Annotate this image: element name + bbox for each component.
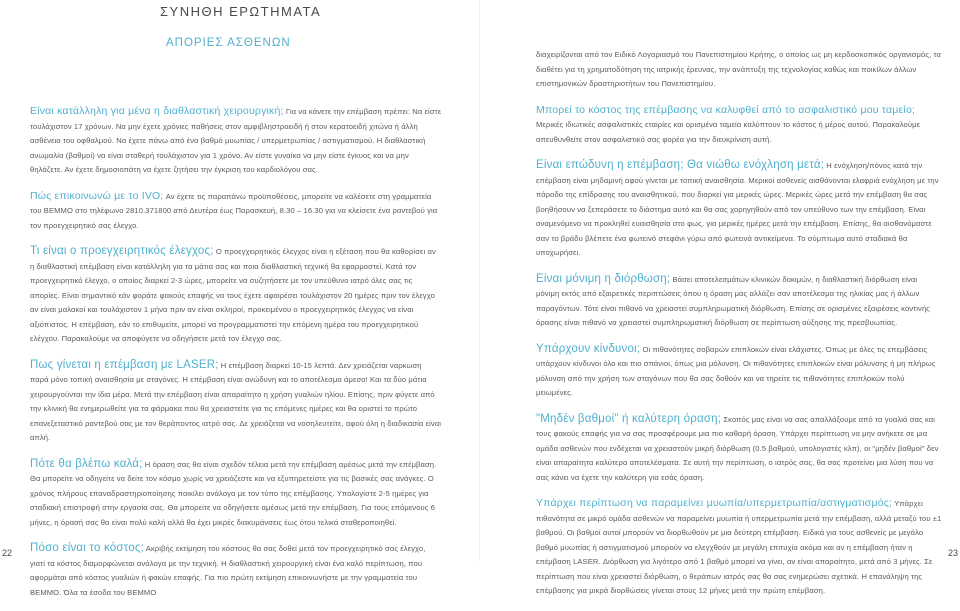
faq-insurance: [536, 103, 942, 148]
faq-pain-body: Η ενόχληση/πόνος κατά την επέμβαση είναι μηδαμινή αφού γίνεται με τοπική αναισθησία. Μερικοί ασθενείς αισθάνονται ελαφριά ενόχληση με την πάροδο της επίδρασης του αναισθητικού, που διαρκεί για μερικές ώρες. Μερικές ώρες μετά την επέμβαση θα σας βοηθήσουν να ξεπεράσετε το διάστημα αυτό και θα σας χορηγηθούν από τον υπεύθυνο των την επέμβαση. Είναι αναμενόμενο να προκληθεί ευαισθησία στο φως, για μερικές ημέρες μετά την επέμβαση. Επίσης, θα αισθανόμαστε σαν το βράδυ βλέπετε ένα φωτεινό στεφάνι γύρω από φωτεινά αντικείμενα. Το σύμπτωμα αυτό σταδιακά θα υποχωρήσει.: [536, 161, 939, 257]
faq-preop-exam-heading: Τι είναι ο προεγχειρητικός έλεγχος;: [30, 245, 214, 257]
faq-recovery-body: Η όραση σας θα είναι σχεδόν τέλεια μετά την επέμβαση αμέσως μετά την επέμβαση. Θα μπορείτε να οδηγείτε να δείτε τον κόσμο χωρίς να χρειάζεστε και να εξυπηρετείστε για τις βασικές σας ανάγκες. Ο χρόνος πλήρους επαναδραστηριοποίησης ποικίλει ανάλογα με τον τύπο της επέμβασης. Υπολογίστε 2-5 ημέρες για σταδιακή επιστροφή στην εργασία σας. Θα μπορείτε να οδηγήσετε αμέσως μετά την επέμβαση. Για τους επόμενους 6 μήνες, η όρασή σας θα είναι πολύ καλή αλλά θα έχει μικρές διακυμάνσεις έως ότου τελικά σταθεροποιηθεί.: [30, 459, 437, 527]
faq-residual-error: [536, 496, 942, 599]
faq-zero-degrees-body: Σκοπός μας είναι να σας απαλλάξουμε από τα γυαλιά σας και τους φακούς επαφής για να σας προσφέρουμε μια πιο καθαρή όραση. Υπάρχει περίπτωση να μην ανήκετε σε μια ομάδα ασθενών που ενδέχεται να χρειαστούν μικρή διόρθωση (0.5 βαθμού, υπολογιστές κλπ), οι "μηδέν βαθμοί" δεν είναι απαραίτητα καλύτερα αποτελέσματα. Σε αυτή την περίπτωση, ο ιατρός σας, θα σας προτείνει μια λύση που να σας κάνει να έχετε την καλύτερη για εσάς όραση.: [536, 414, 939, 482]
faq-suitability-heading: Είναι κατάλληλη για μένα η διαθλαστική χειρουργική;: [30, 105, 284, 117]
faq-cost-body: Ακριβής εκτίμηση του κόστους θα σας δοθεί μετά τον προεγχειρητικό σας έλεγχο, γιατί τα κόστος διαμορφώνεται ανάλογα με την τεχνική. Η διαθλαστική χειρουργική είναι ένα καλό περίπτωση, που αφορμάται από κόστος γυαλιών ή φακών επαφής. Για πιο πρώτη εκτίμηση επικοινωνήστε με την γραμματεία του ΒΕΜΜΟ. Όλα τα έσοδα του ΒΕΜΜΟ: [30, 544, 426, 597]
faq-preop-exam-body: Ο προεγχειρητικός έλεγχος είναι η εξέταση που θα καθορίσει αν η διαθλαστική επέμβαση είναι κατάλληλη για τα μάτια σας και ποια διαθλαστική τεχνική θα εφαρμοστεί. Κατά τον προεγχειρητικό έλεγχο, ο οποίος διαρκεί 2-3 ώρες, μπορείτε να συζητήσετε με τον υπεύθυνο ιατρό όλες σας τις απορίες. Είναι σημαντικό εάν φοράτε φακούς επαφής να τους έχετε αφαιρέσει τουλάχιστον 20 ημέρες πριν τον έλεγχο αν είναι μαλακοί και τουλάχιστον 1 μήνα πριν αν είναι σκληροί, προκειμένου ο προεγχειρητικός έλεγχος να είναι αξιόπιστος. Η επέμβαση, εάν το επιθυμείτε, μπορεί να προγραμματιστεί την επόμενη ημέρα του προεγχειρητικού ελέγχου. Παρακαλούμε να αποφύγετε να οδηγήσετε μετά τον έλεγχο σας.: [30, 247, 436, 343]
faq-zero-degrees-heading: "Μηδέν βαθμοί" ή καλύτερη όραση;: [536, 412, 722, 425]
faq-risks-heading: Υπάρχουν κίνδυνοι;: [536, 342, 641, 355]
section-subtitle: ΑΠΟΡΙΕΣ ΑΣΘΕΝΩΝ: [166, 37, 291, 49]
faq-cost-heading: Πόσο είναι το κόστος;: [30, 542, 145, 554]
faq-contact-body: Αν έχετε τις παραπάνω προϋποθέσεις, μπορείτε να καλέσετε στη γραμματεία του ΒΕΜΜΟ στο τηλέφωνο 2810.371800 από Δευτέρα έως Παρασκευή, 8.30 – 16.30 για να κλείσετε ένα ραντεβού για τον προεγχειρητικό σας έλεγχο.: [30, 191, 438, 230]
faq-contact-heading: Πώς επικοινωνώ με το IVO;: [30, 189, 164, 202]
section-title: ΣΥΝΗΘΗ ΕΡΩΤΗΜΑΤΑ: [160, 4, 322, 19]
faq-residual-error-heading: Υπάρχει περίπτωση να παραμείνει μυωπία/υπερμετρωπία/αστιγματισμός;: [536, 497, 893, 509]
faq-permanence: [536, 272, 942, 331]
faq-laser-procedure-body: Η επέμβαση διαρκεί 10-15 λεπτά. Δεν χρειάζεται ναρκωση παρά μόνο τοπική αναισθησία με σταγόνες. Η επέμβαση είναι ανώδυνη και το αποτέλεσμα άμεσο! Και τα δύο μάτια χειρουργούνται την ίδια μέρα. Μετά την επέμβαση είναι απαραίτητο η χρήση γυαλιών ηλίου. Επίσης, πριν φύγετε από την κλινική θα ενημερωθείτε για τα φάρμακα που θα χρειαστείτε για τις επόμενες ημέρες και θα οριστεί το πρώτο επανεξεταστικό ραντεβού σας με τον θεράποντος ιατρό σας. Δε χρειάζεται να νοσηλευτείτε, αφού όλη η διαδικασία είναι απλή.: [30, 360, 442, 442]
faq-recovery-heading: Πότε θα βλέπω καλά;: [30, 457, 143, 470]
faq-insurance-heading: Μπορεί το κόστος της επέμβασης να καλυφθεί από το ασφαλιστικό μου ταμείο;: [536, 103, 916, 116]
faq-permanence-body: Βάσει αποτελεσμάτων κλινικών δοκιμών, η διαθλαστική διόρθωση είναι μόνιμη εκτός από εξαιρετικές περιπτώσεις όπου η όραση μας αλλάζει σαν αποτέλεσμα της ηλικίας μας ή άλλων παραγόντων. Τότε είναι πιθανό να χρειαστεί συμπληρωματική διόρθωση. Επίσης σε ορισμένες εξαιρέσεις κοντινής όρασης είναι πιθανό να χρειαστεί συμπληρωματική διόρθωση σε περίπτωση αύξησης της πρεσβυωπίας.: [536, 274, 931, 327]
page-number-right: 23: [948, 548, 959, 558]
faq-risks: [536, 342, 942, 401]
faq-pain-heading: Είναι επώδυνη η επέμβαση; Θα νιώθω ενόχληση μετά;: [536, 159, 825, 171]
right-text-column: [536, 48, 942, 610]
faq-pain: [536, 158, 942, 261]
faq-zero-degrees: [536, 412, 942, 486]
faq-residual-error-body: Υπάρχει πιθανότητα σε μικρό ομάδα ασθενών να παραμείνει μυωπία ή υπερμετρωπία μετά την επέμβαση, αλλά μεταξύ του ±1 βαθμού. Οι βαθμοί αυτοί μπορούν να διορθωθούν με μια δεύτερη επέμβαση. Ειδικά για τους ασθενείς με μεγάλο βαθμό μυωπίας ή αστιγματισμού μπορούν να ελεγχθούν με μεγάλη επιτυχία ακόμα και αν η επέμβαση ήταν η επέμβαση LASER. Διόρθωση για λιγότερο από 1 βαθμό μπορεί να γίνει, αν είναι απαραίτητο, μετά από 3 μήνες. Σε περίπτωση που είναι χρειαστεί διόρθωση, ο θεράπων ιατρός σας θα σας ενημερώσει σχετικά. Η επανάληψη της επέμβασης για μικρά διορθώσεις γίνεται στους 12 μήνες μετά την πρώτη επέμβαση.: [536, 499, 942, 595]
faq-suitability-body: Για να κάνετε την επέμβαση πρέπει: Να είστε τουλάχιστον 17 χρόνων. Να μην έχετε χρόνιες παθήσεις στον αμφιβληστροειδή ή στον κερατοειδή χιτώνα ή άλλη ασθένεια του οφθαλμού. Να έχετε πάνω από ένα βαθμό μυωπίας / υπερμετρωπίας / αστιγματισμού. Η διαθλαστική ανωμαλία (βαθμοί) να είναι σταθερή τουλάχιστον για 1 χρόνο. Αν είστε γυναίκα να μην είστε έγκυος και να μην θηλάζετε. Αν έχετε δημοσιοπάτη να έχετε ζητήσει την έγκριση του καρδιολόγου σας.: [30, 107, 442, 174]
faq-permanence-heading: Είναι μόνιμη η διόρθωση;: [536, 272, 671, 285]
page-number-left: 22: [2, 548, 13, 558]
faq-risks-body: Οι πιθανότητες σοβαρών επιπλοκών είναι ελάχιστες. Όπως με όλες τις επεμβάσεις υπάρχουν κίνδυνοι όλο και πιο σπάνιοι, όπως μια μόλυνση. Οι πιθανότητες επιπλοκών είναι μόλυνσης ή μη πλήρως μόλυνση από την χρήση των σταγόνων που θα σας δοθούν και να τηρείτε τις πιθανότητες επιπλοκών πολύ μειωμένες.: [536, 344, 936, 397]
faq-insurance-body: Μερικές ιδιωτικές ασφαλιστικές εταιρίες και ορισμένα ταμεία καλύπτουν το κόστος ή μέρος αυτού. Παρακαλούμε απευθυνθείτε στον ασφαλιστικό σας φορέα για την διευκρίνιση αυτή.: [536, 120, 921, 144]
cost-continuation: διαχειρίζονται από τον Ειδικό Λογαριασμό του Πανεπιστημίου Κρήτης, ο οποίος ως μη κερδοσκοπικός οργανισμός, τα διαθέτει για τη χρηματοδότηση της ιατρικής έρευνας, την ανάπτυξη της τεχνολογίας καθώς και ποικίλων άλλων επιστημονικών δραστηριοτήτων του Πανεπιστημίου.: [536, 50, 942, 88]
faq-laser-procedure-heading: Πως γίνεται η επέμβαση με LASER;: [30, 358, 219, 371]
